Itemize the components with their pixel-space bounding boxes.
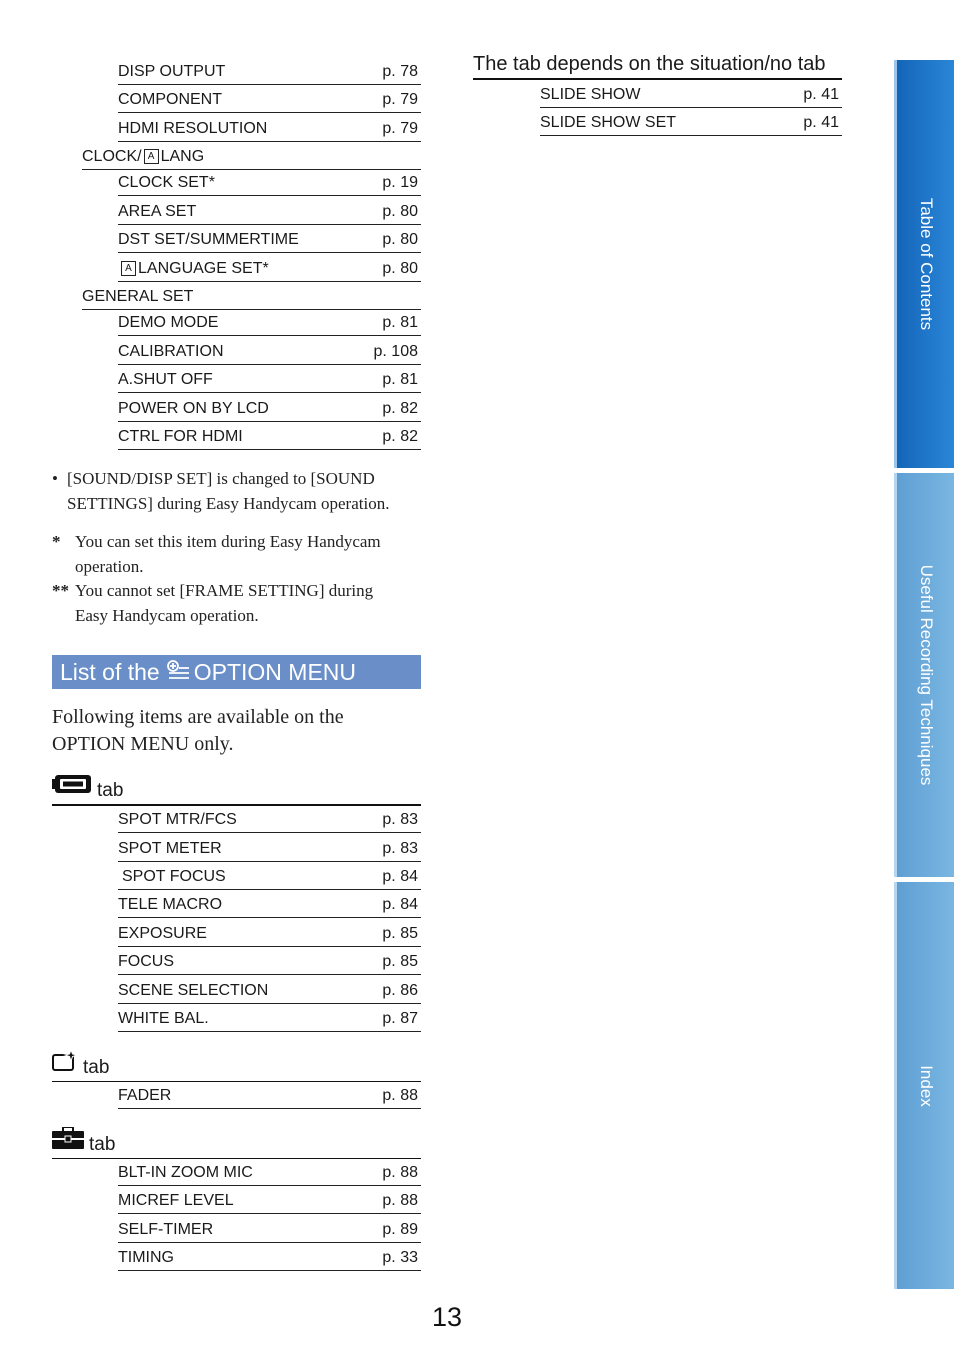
item-label-wrap <box>118 260 269 278</box>
item-label: FADER <box>118 1087 172 1104</box>
list-item <box>118 1158 421 1186</box>
note-line: You can set this item during Easy Handycam <box>75 532 381 551</box>
item-label: SELF-TIMER <box>118 1221 214 1238</box>
item-page: p. 82 <box>382 400 418 417</box>
item-page: p. 108 <box>373 343 418 360</box>
list-item <box>118 394 421 422</box>
item-label: HDMI RESOLUTION <box>118 120 268 137</box>
item-page: p. 80 <box>382 203 418 220</box>
item-label: CTRL FOR HDMI <box>118 428 243 445</box>
footnote-single-star <box>52 530 421 579</box>
item-label: SPOT METER <box>118 840 222 857</box>
heading-text: List of the <box>60 658 160 685</box>
item-page: p. 88 <box>382 1164 418 1181</box>
bullet-mark: • <box>52 469 58 488</box>
camera-icon <box>52 773 92 801</box>
item-page: p. 82 <box>382 428 418 445</box>
intro-line: OPTION MENU only. <box>52 733 234 755</box>
item-label: AREA SET <box>118 203 197 220</box>
item-page: p. 80 <box>382 260 418 277</box>
item-label: SLIDE SHOW <box>540 86 641 103</box>
item-page: p. 81 <box>382 371 418 388</box>
item-label: DST SET/SUMMERTIME <box>118 231 299 248</box>
item-label: SPOT FOCUS <box>122 868 226 885</box>
list-item <box>118 114 421 142</box>
group-clock-lang <box>82 142 421 170</box>
section-heading-option-menu <box>52 655 421 689</box>
item-label: CALIBRATION <box>118 343 224 360</box>
list-item <box>540 108 842 136</box>
list-item <box>118 947 421 975</box>
item-page: p. 84 <box>382 868 418 885</box>
list-item <box>118 337 421 365</box>
group-label: LANG <box>160 148 205 165</box>
list-item <box>118 919 421 947</box>
list-item <box>118 1243 421 1271</box>
item-label: SCENE SELECTION <box>118 982 269 999</box>
note-line: [SOUND/DISP SET] is changed to [SOUND <box>67 469 375 488</box>
item-page: p. 86 <box>382 982 418 999</box>
item-page: p. 79 <box>382 120 418 137</box>
camera-tab-heading <box>52 778 421 806</box>
tab-label: The tab depends on the situation/no tab <box>473 53 826 75</box>
item-page: p. 83 <box>382 840 418 857</box>
list-item <box>118 197 421 225</box>
item-label: TELE MACRO <box>118 896 223 913</box>
item-page: p. 80 <box>382 231 418 248</box>
item-page: p. 85 <box>382 953 418 970</box>
group-label: CLOCK/ <box>82 148 142 165</box>
item-page: p. 41 <box>803 114 839 131</box>
item-page: p. 88 <box>382 1087 418 1104</box>
list-item <box>118 1004 421 1032</box>
note-line: You cannot set [FRAME SETTING] during <box>75 581 374 600</box>
item-label: A.SHUT OFF <box>118 371 213 388</box>
option-menu-icon <box>166 659 190 686</box>
side-tab-table-of-contents[interactable] <box>894 60 954 468</box>
list-item <box>118 308 421 336</box>
item-page: p. 41 <box>803 86 839 103</box>
item-label: CLOCK SET* <box>118 174 215 191</box>
heading-text: OPTION MENU <box>193 658 357 685</box>
footnote-mark: * <box>52 532 61 551</box>
list-item <box>118 1215 421 1243</box>
list-item <box>118 254 421 282</box>
list-item <box>118 976 421 1004</box>
item-page: p. 81 <box>382 314 418 331</box>
side-tab-useful-recording[interactable] <box>894 473 954 877</box>
item-label: DEMO MODE <box>118 314 219 331</box>
page-number: 13 <box>431 1302 463 1332</box>
side-tab-label: Index <box>916 1064 936 1107</box>
item-label: WHITE BAL. <box>118 1010 209 1027</box>
item-page: p. 33 <box>382 1249 418 1266</box>
footnote-mark: ** <box>52 581 69 600</box>
toolbox-icon <box>52 1127 84 1155</box>
item-page: p. 87 <box>382 1010 418 1027</box>
tab-label: tab <box>97 780 124 801</box>
item-page: p. 85 <box>382 925 418 942</box>
list-item <box>118 1081 421 1109</box>
effect-tab-heading <box>52 1054 421 1082</box>
item-label: LANGUAGE SET* <box>138 260 269 277</box>
item-page: p. 84 <box>382 896 418 913</box>
group-label: GENERAL SET <box>82 288 194 305</box>
footnote-double-star <box>52 579 421 628</box>
tab-label: tab <box>83 1057 110 1078</box>
item-page: p. 83 <box>382 811 418 828</box>
list-item <box>118 225 421 253</box>
item-label: SLIDE SHOW SET <box>540 114 677 131</box>
item-label: EXPOSURE <box>118 925 207 942</box>
item-label: TIMING <box>118 1249 174 1266</box>
intro-line: Following items are available on the <box>52 706 344 728</box>
situation-tab-heading <box>473 52 842 80</box>
list-item <box>118 890 421 918</box>
note-line: operation. <box>75 556 144 576</box>
item-label: FOCUS <box>118 953 174 970</box>
toolbox-tab-heading <box>52 1131 421 1159</box>
item-page: p. 89 <box>382 1221 418 1238</box>
note-line: Easy Handycam operation. <box>75 605 259 625</box>
item-page: p. 78 <box>382 63 418 80</box>
list-item <box>118 862 421 890</box>
list-item <box>118 422 421 450</box>
list-item <box>118 805 421 833</box>
list-item <box>540 80 842 108</box>
item-label: DISP OUTPUT <box>118 63 226 80</box>
list-item <box>118 168 421 196</box>
item-page: p. 88 <box>382 1192 418 1209</box>
item-label: POWER ON BY LCD <box>118 400 269 417</box>
note-line: SETTINGS] during Easy Handycam operation. <box>67 493 390 513</box>
side-tab-index[interactable] <box>894 882 954 1289</box>
item-page: p. 79 <box>382 91 418 108</box>
list-item <box>118 365 421 393</box>
item-label: MICREF LEVEL <box>118 1192 234 1209</box>
list-item <box>118 834 421 862</box>
item-label: BLT-IN ZOOM MIC <box>118 1164 253 1181</box>
tab-label: tab <box>89 1134 116 1155</box>
item-label: COMPONENT <box>118 91 222 108</box>
option-menu-intro <box>52 704 421 758</box>
effect-icon <box>52 1050 78 1078</box>
side-tab-label: Useful Recording Techniques <box>916 564 936 786</box>
bullet-note <box>52 467 421 516</box>
list-item <box>118 57 421 85</box>
item-label: SPOT MTR/FCS <box>118 811 237 828</box>
a-lang-icon: A <box>144 149 159 164</box>
list-item <box>118 85 421 113</box>
list-item <box>118 1186 421 1214</box>
side-tab-label: Table of Contents <box>916 197 936 331</box>
a-lang-icon: A <box>121 261 136 276</box>
group-general-set <box>82 282 421 310</box>
item-page: p. 19 <box>382 174 418 191</box>
